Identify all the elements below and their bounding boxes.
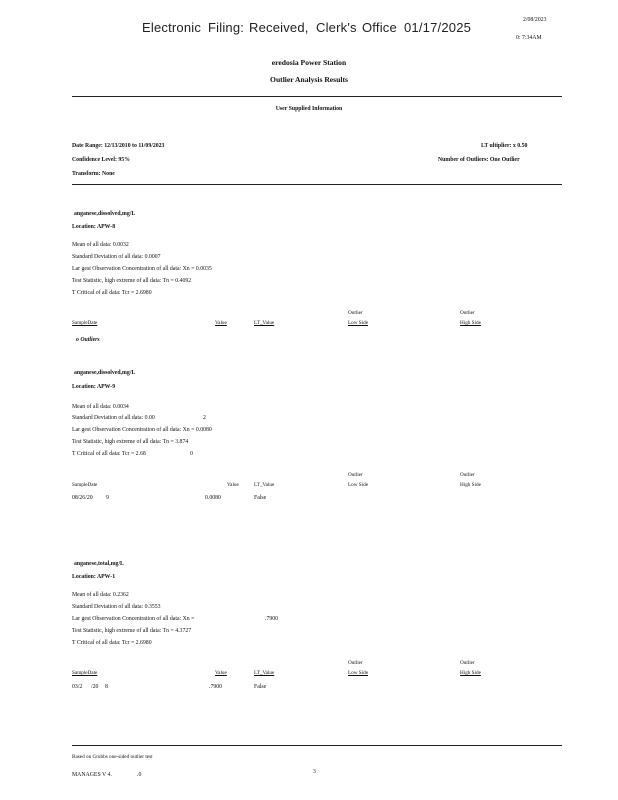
date-range: Date Range: 12/13/2010 to 11/09/2023 — [72, 143, 165, 149]
row-lt-value: False — [254, 684, 267, 690]
param-name: anganese,dissolved,mg/L — [74, 370, 136, 376]
stat-std: Standard Deviation of all data: 0.00 — [72, 415, 155, 421]
col-outlier-high-2: High Side — [460, 482, 481, 488]
col-outlier-low-1: Outlier — [348, 660, 363, 666]
stat-largest-tail: .7900 — [265, 616, 279, 622]
corner-time: 0: 7:34AM — [516, 35, 542, 41]
col-lt-value: LT_Value — [254, 482, 275, 488]
col-lt-value: LT_Value — [254, 670, 275, 676]
col-value: Value — [227, 482, 239, 488]
stat-largest: Lar gest Observation Concentration of all data: Xn = 0.0080 — [72, 427, 212, 433]
location: Location: APW-9 — [72, 384, 116, 390]
col-outlier-high-2: High Side — [460, 670, 481, 676]
col-outlier-low-2: Low Side — [348, 482, 369, 488]
stat-test: Test Statistic, high extreme of all data: Tn = 3.874 — [72, 439, 189, 445]
col-outlier-low-1: Outlier — [348, 472, 363, 478]
location: Location: APW-1 — [72, 574, 116, 580]
col-outlier-high-1: Outlier — [460, 472, 475, 478]
stat-largest: Lar gest Observation Concentration of all data: Xn = 0.0035 — [72, 266, 212, 272]
col-sample-date: SampleDate — [72, 670, 98, 676]
stat-critical: T Critical of all data: Tcr = 2.6980 — [72, 290, 152, 296]
stat-std: Standard Deviation of all data: 0.0007 — [72, 254, 161, 260]
col-sample-date: SampleDate — [72, 320, 98, 326]
col-outlier-low-2: Low Side — [348, 670, 369, 676]
row-date: 08/26/20 — [72, 495, 93, 501]
param-name: anganese,dissolved,mg/L — [74, 211, 136, 217]
report-title: Outlier Analysis Results — [270, 75, 348, 84]
stat-std-tail: 2 — [203, 415, 206, 421]
stat-mean: Mean of all data: 0.0034 — [72, 404, 129, 410]
col-sample-date: SampleDate — [72, 482, 98, 488]
row-date-tail: 9 — [106, 495, 109, 501]
col-outlier-high-1: Outlier — [460, 660, 475, 666]
row-lt-value: False — [254, 495, 267, 501]
col-outlier-high-1: Outlier — [460, 310, 475, 316]
stat-test: Test Statistic, high extreme of all data: Tn = 0.4092 — [72, 278, 192, 284]
filing-stamp-clerks: Clerk's — [316, 20, 357, 35]
filing-stamp-received: Received, — [249, 20, 309, 35]
stat-critical-tail: 0 — [190, 451, 193, 457]
col-outlier-low-2: Low Side — [348, 320, 369, 326]
filing-stamp-filing: Filing: — [208, 20, 245, 35]
section-title: User Supplied Information — [275, 106, 343, 112]
corner-date: 2/08/2023 — [523, 17, 547, 23]
col-lt-value: LT_Value — [254, 320, 275, 326]
page-number: 3 — [313, 769, 316, 775]
col-outlier-high-2: High Side — [460, 320, 481, 326]
info-rule — [72, 184, 562, 185]
confidence-level: Confidence Level: 95% — [72, 157, 130, 163]
location: Location: APW-8 — [72, 224, 116, 230]
filing-stamp-electronic: Electronic — [142, 20, 202, 35]
footer-rule — [72, 745, 562, 746]
filing-stamp-office: Office — [362, 20, 397, 35]
header-rule — [72, 96, 562, 97]
stat-critical: T Critical of all data: Tcr = 2.68 — [72, 451, 146, 457]
stat-std: Standard Deviation of all data: 0.3553 — [72, 604, 161, 610]
param-name: anganese,total,mg/L — [74, 561, 124, 567]
filing-stamp-date: 01/17/2025 — [404, 20, 472, 35]
lt-multiplier: LT ultiplier: x 0.50 — [481, 143, 528, 149]
stat-test: Test Statistic, high extreme of all data: Tn = 4.3727 — [72, 628, 192, 634]
row-date-mid: /20 — [91, 684, 99, 690]
transform: Transform: None — [72, 171, 115, 177]
row-date: 03/2 — [72, 684, 83, 690]
stat-mean: Mean of all data: 0.2362 — [72, 592, 129, 598]
row-date-tail: 8 — [105, 684, 108, 690]
software-version: MANAGES V 4. — [72, 772, 112, 778]
footer-note: Based on Grubbs one-sided outlier test — [72, 754, 153, 760]
stat-mean: Mean of all data: 0.0032 — [72, 242, 129, 248]
col-value: Value — [215, 670, 227, 676]
row-value: .7900 — [209, 684, 223, 690]
no-outliers-note: o Outliers — [76, 337, 100, 343]
stat-largest: Lar gest Observation Concentration of all data: Xn = — [72, 616, 195, 622]
number-of-outliers: Number of Outliers: One Outlier — [438, 157, 520, 163]
stat-critical: T Critical of all data: Tcr = 2.6980 — [72, 640, 152, 646]
col-value: Value — [215, 320, 227, 326]
col-outlier-low-1: Outlier — [348, 310, 363, 316]
software-version-tail: .0 — [137, 772, 142, 778]
row-value: 0.0080 — [205, 495, 221, 501]
station-name: eredosia Power Station — [271, 58, 347, 67]
